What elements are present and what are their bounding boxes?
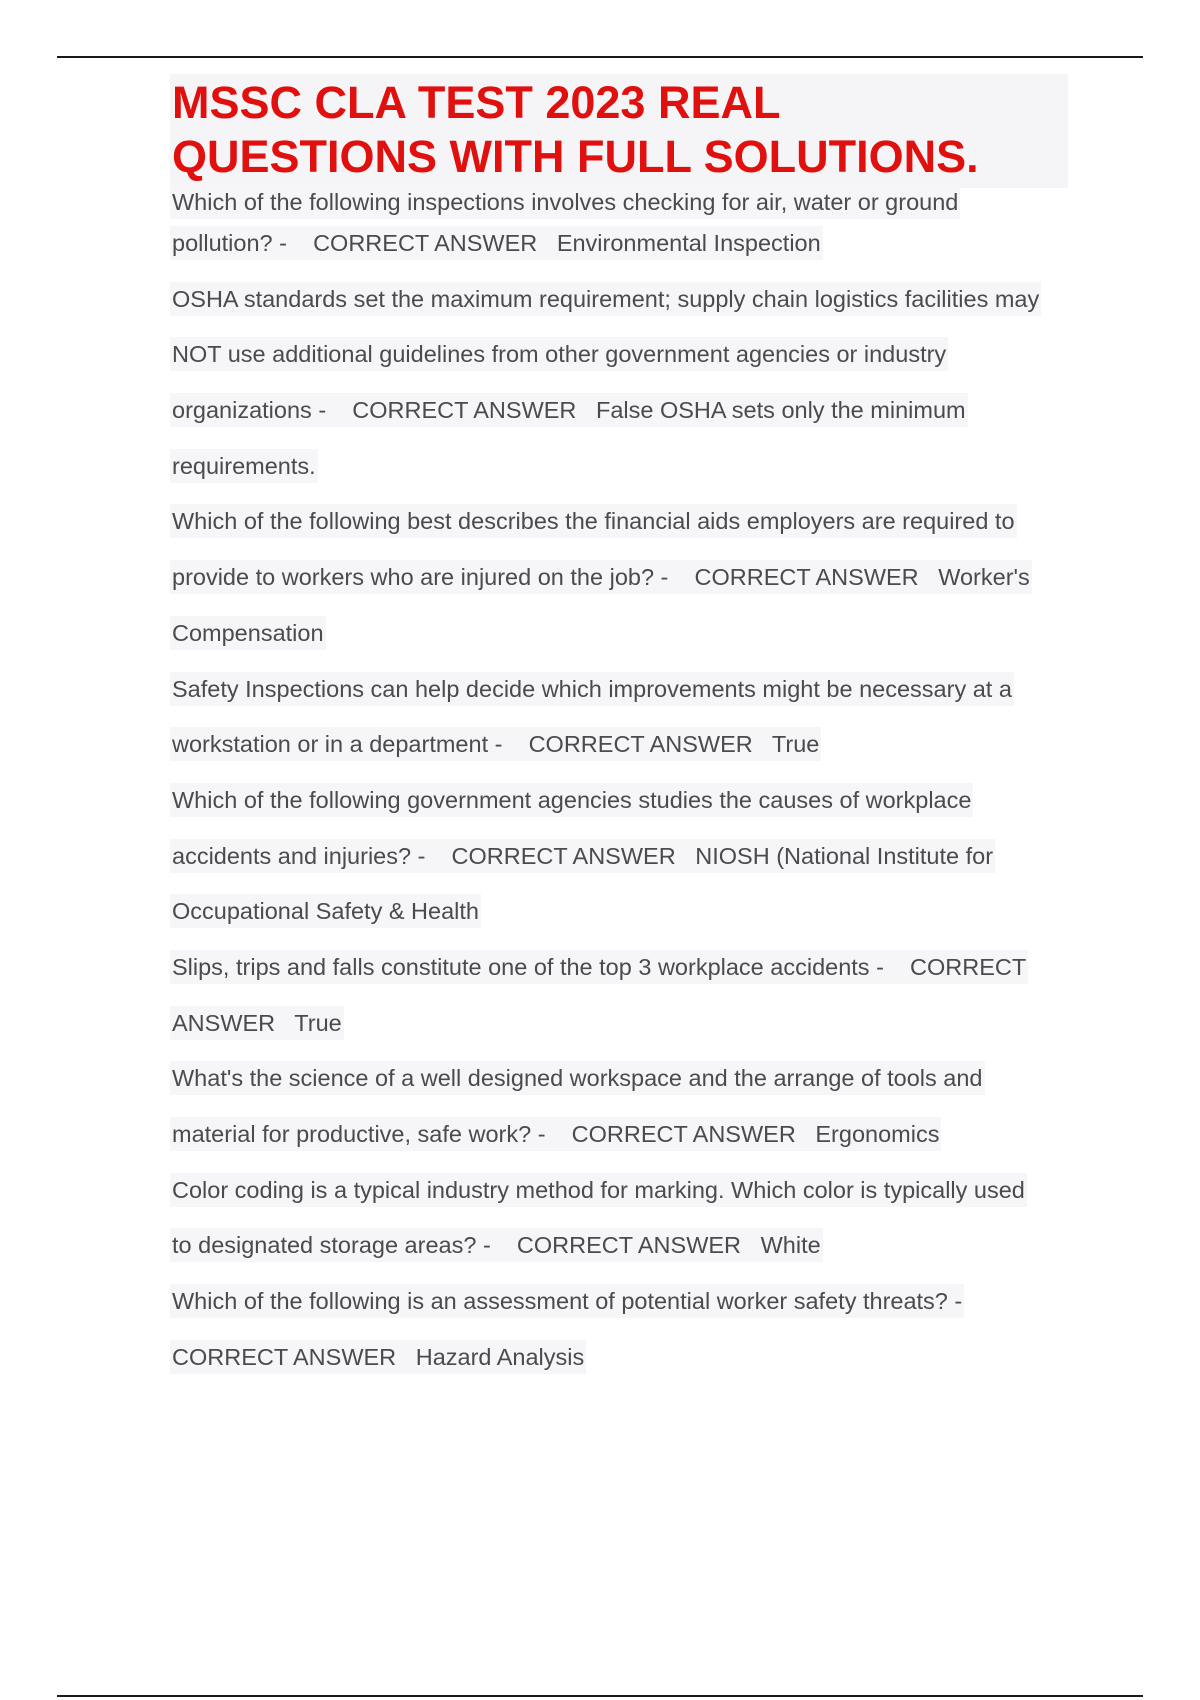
- title-line-1: MSSC CLA TEST 2023 REAL: [172, 77, 781, 128]
- text-line: [170, 717, 1070, 773]
- title-line-2: QUESTIONS WITH FULL SOLUTIONS.: [172, 131, 979, 182]
- text-line-content: What's the science of a well designed workspace and the arrange of tools and: [170, 1061, 985, 1095]
- text-line-content: Compensation: [170, 616, 326, 650]
- top-rule: [57, 56, 1143, 58]
- text-line: [170, 188, 1070, 216]
- text-line-content: CORRECT ANSWER Hazard Analysis: [170, 1340, 586, 1374]
- text-line-content: ANSWER True: [170, 1006, 344, 1040]
- text-line-content: Slips, trips and falls constitute one of the top 3 workplace accidents - CORRECT: [170, 950, 1028, 984]
- text-line: [170, 996, 1070, 1052]
- text-line: [170, 1218, 1070, 1274]
- text-line: [170, 606, 1070, 662]
- text-line-content: accidents and injuries? - CORRECT ANSWER NIOSH (National Institute for: [170, 839, 995, 873]
- text-line: [170, 1330, 1070, 1386]
- text-line-content: pollution? - CORRECT ANSWER Environmental Inspection: [170, 226, 823, 260]
- text-line-content: OSHA standards set the maximum requirement; supply chain logistics facilities may: [170, 282, 1041, 316]
- document-title: [170, 74, 1068, 188]
- text-line: [170, 327, 1070, 383]
- document-body: [170, 74, 1070, 1385]
- text-line-content: Which of the following best describes the financial aids employers are required to: [170, 504, 1017, 538]
- text-line-content: workstation or in a department - CORRECT ANSWER True: [170, 727, 821, 761]
- text-line: [170, 383, 1070, 439]
- text-line: [170, 829, 1070, 885]
- text-line: [170, 272, 1070, 328]
- text-line-content: organizations - CORRECT ANSWER False OSHA sets only the minimum: [170, 393, 968, 427]
- qa-list: [170, 188, 1070, 1385]
- text-line: [170, 439, 1070, 495]
- text-line: [170, 216, 1070, 272]
- text-line-content: requirements.: [170, 449, 318, 483]
- text-line-content: provide to workers who are injured on the job? - CORRECT ANSWER Worker's: [170, 560, 1032, 594]
- text-line: [170, 773, 1070, 829]
- text-line-content: to designated storage areas? - CORRECT ANSWER White: [170, 1228, 823, 1262]
- text-line: [170, 1051, 1070, 1107]
- text-line-content: Which of the following inspections involves checking for air, water or ground: [170, 185, 960, 219]
- text-line-content: Which of the following is an assessment of potential worker safety threats? -: [170, 1284, 964, 1318]
- text-line-content: Safety Inspections can help decide which improvements might be necessary at a: [170, 672, 1014, 706]
- text-line: [170, 1163, 1070, 1219]
- text-line: [170, 1107, 1070, 1163]
- text-line: [170, 662, 1070, 718]
- text-line: [170, 884, 1070, 940]
- text-line-content: Color coding is a typical industry method for marking. Which color is typically used: [170, 1173, 1027, 1207]
- text-line-content: material for productive, safe work? - CORRECT ANSWER Ergonomics: [170, 1117, 941, 1151]
- text-line-content: Occupational Safety & Health: [170, 894, 481, 928]
- bottom-rule: [57, 1695, 1143, 1697]
- text-line-content: Which of the following government agencies studies the causes of workplace: [170, 783, 973, 817]
- text-line: [170, 940, 1070, 996]
- text-line: [170, 494, 1070, 550]
- text-line: [170, 550, 1070, 606]
- text-line-content: NOT use additional guidelines from other government agencies or industry: [170, 337, 948, 371]
- text-line: [170, 1274, 1070, 1330]
